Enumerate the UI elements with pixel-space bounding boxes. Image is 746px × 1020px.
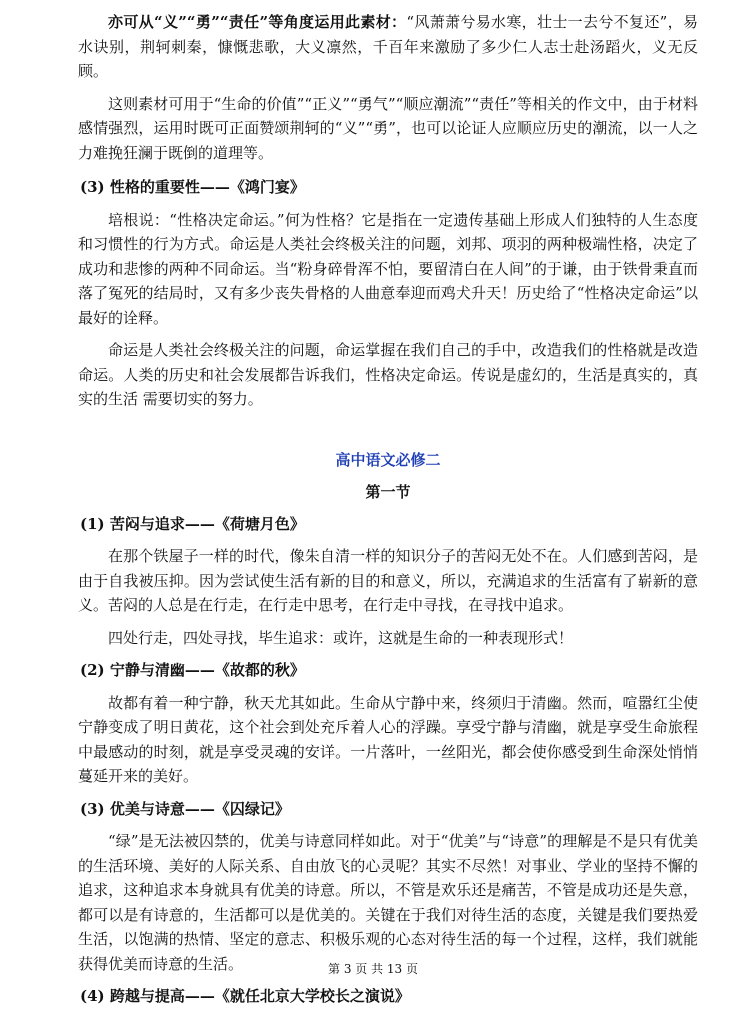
paragraph-iron-house: 在那个铁屋子一样的时代，像朱自清一样的知识分子的苦闷无处不在。人们感到苦闷，是由于自我被压抑。因为尝试使生活有新的目的和意义，所以，充满追求的生活富有了崭新的意义。苦闷的人总是在行走，在行走中思考，在行走中寻找，在寻找中追求。 xyxy=(78,547,698,614)
section-heading-tranquility: (2) 宁静与清幽——《故都的秋》 xyxy=(80,661,305,679)
paragraph-destiny-in-hand: 命运是人类社会终极关注的问题，命运掌握在我们自己的手中，改造我们的性格就是改造命运。人类的历史和社会发展都告诉我们，性格决定命运。传说是虚幻的，生活是真实的，真实的生活 需要切实的努力。 xyxy=(78,341,698,408)
paragraph-jingke-topics: 这则素材可用于“生命的价值”“正义”“勇气”“顺应潮流”“责任”等相关的作文中，由于材料感情强烈，运用时既可正面赞颂荆轲的“义”“勇”，也可以论证人应顺应历史的潮流，以一人之力难挽狂澜于既倒的道理等。 xyxy=(78,94,698,162)
section-heading-depression-pursuit: (1) 苦闷与追求——《荷塘月色》 xyxy=(80,514,305,533)
section-heading-character: (3) 性格的重要性——《鸿门宴》 xyxy=(80,178,305,196)
paragraph-old-capital-autumn: 故都有着一种宁静，秋天尤其如此。生命从宁静中来，终须归于清幽。然而，喧嚣红尘使宁静变成了明日黄花，这个社会到处充斥着人心的浮躁。享受宁静与清幽，就是享受生命旅程中最感动的时刻，就是享受灵魂的安详。一片落叶，一丝阳光，都会使你感受到生命深处悄悄蔓延开来的美好。 xyxy=(78,693,698,785)
paragraph-text: “风萧萧兮易水寒，壮士一去兮不复还”，易水诀别，荆轲刺秦，慷慨悲歌，大义凛然，千百年来激励了多少仁人志士赴汤蹈火，义无反顾。 xyxy=(78,13,698,80)
paragraph-character-destiny: 培根说：“性格决定命运。”何为性格？它是指在一定遗传基础上形成人们独特的人生态度和习惯性的行为方式。命运是人类社会终极关注的问题，刘邦、项羽的两种极端性格，决定了成功和悲惨的两种不同命运。当“粉身碎骨浑不怕，要留清白在人间”的于谦，由于铁骨秉直而落了冤死的结局时，又有多少丧失骨格的人曲意奉迎而鸡犬升天！历史给了“性格决定命运”以最好的诠释。 xyxy=(78,210,698,327)
section-heading-beauty-poetry: (3) 优美与诗意——《囚绿记》 xyxy=(80,799,290,818)
chapter-title: 第一节 xyxy=(365,482,411,501)
paragraph-jingke-usage xyxy=(78,10,698,84)
page-content xyxy=(78,10,698,1009)
book-title: 高中语文必修二 xyxy=(335,450,441,469)
paragraph-lead: 亦可从“义”“勇”“责任”等角度运用此素材： xyxy=(108,13,407,31)
page-footer: 第 3 页 共 13 页 xyxy=(328,962,418,976)
section-heading-leap-improve: (4) 跨越与提高——《就任北京大学校长之演说》 xyxy=(80,987,410,1005)
paragraph-lifelong-pursuit: 四处行走，四处寻找，毕生追求：或许，这就是生命的一种表现形式！ xyxy=(108,628,574,647)
paragraph-green-imprisoned: “绿”是无法被囚禁的，优美与诗意同样如此。对于“优美”与“诗意”的理解是不是只有优美的生活环境、美好的人际关系、自由放飞的心灵呢？其实不尽然！对事业、学业的坚持不懈的追求，这种追求本身就具有优美的诗意。所以，不管是欢乐还是痛苦，不管是成功还是失意，都可以是有诗意的，生活都可以是优美的。关键在于我们对待生活的态度，关键是我们要热爱生活，以饱满的热情、坚定的意志、积极乐观的心态对待生活的每一个过程，这样，我们就能获得优美而诗意的生活。 xyxy=(78,832,698,973)
